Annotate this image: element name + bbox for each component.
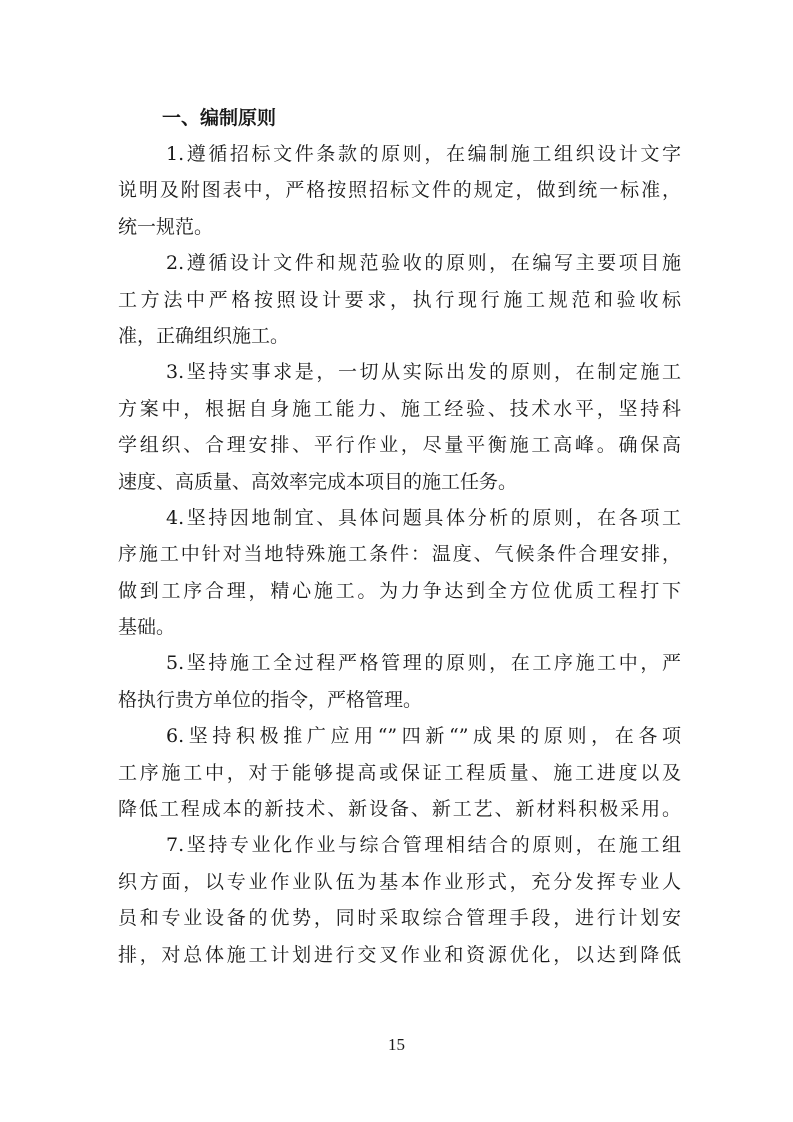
paragraph-4 (118, 500, 681, 646)
paragraph-5 (118, 645, 681, 718)
paragraph-line: 说明及附图表中，严格按照招标文件的规定，做到统一标准， (118, 179, 681, 202)
paragraph-line: 排，对总体施工计划进行交叉作业和资源优化，以达到降低 (118, 943, 681, 966)
section-heading: 一、编制原则 (162, 107, 277, 129)
paragraph-line: 格执行贵方单位的指令，严格管理。 (118, 688, 423, 711)
paragraph-line: 2.遵循设计文件和规范验收的原则，在编写主要项目施 (166, 252, 681, 275)
paragraph-1 (118, 136, 681, 245)
paragraph-line: 5.坚持施工全过程严格管理的原则，在工序施工中，严 (166, 652, 681, 675)
paragraph-line: 员和专业设备的优势，同时采取综合管理手段，进行计划安 (118, 907, 681, 930)
paragraph-line: 做到工序合理，精心施工。为力争达到全方位优质工程打下 (118, 579, 681, 602)
paragraph-line: 织方面，以专业作业队伍为基本作业形式，充分发挥专业人 (118, 870, 681, 893)
paragraph-7 (118, 827, 681, 973)
paragraph-line: 7.坚持专业化作业与综合管理相结合的原则，在施工组 (166, 834, 681, 857)
paragraph-line: 4.坚持因地制宜、具体问题具体分析的原则，在各项工 (166, 506, 681, 529)
paragraph-line: 统一规范。 (118, 215, 214, 238)
paragraph-line: 1.遵循招标文件条款的原则，在编制施工组织设计文字 (166, 143, 681, 165)
paragraph-line: 方案中，根据自身施工能力、施工经验、技术水平，坚持科 (118, 397, 681, 420)
paragraph-line: 工方法中严格按照设计要求，执行现行施工规范和验收标 (118, 288, 681, 311)
paragraph-line: 准，正确组织施工。 (118, 324, 290, 347)
paragraph-line: 6.坚持积极推广应用“”四新“”成果的原则，在各项 (166, 725, 681, 748)
paragraph-line: 序施工中针对当地特殊施工条件：温度、气候条件合理安排， (118, 543, 681, 566)
paragraph-line: 速度、高质量、高效率完成本项目的施工任务。 (118, 470, 518, 493)
paragraph-line: 基础。 (118, 616, 176, 639)
paragraph-line: 学组织、合理安排、平行作业，尽量平衡施工高峰。确保高 (118, 434, 681, 457)
paragraph-line: 工序施工中，对于能够提高或保证工程质量、施工进度以及 (118, 761, 681, 784)
paragraph-line: 降低工程成本的新技术、新设备、新工艺、新材料积极采用。 (118, 798, 681, 821)
paragraph-3 (118, 354, 681, 500)
paragraph-6 (118, 718, 681, 827)
document-body (118, 100, 681, 973)
paragraph-2 (118, 245, 681, 354)
paragraph-line: 3.坚持实事求是，一切从实际出发的原则，在制定施工 (166, 361, 681, 384)
page-number: 15 (388, 1035, 405, 1054)
